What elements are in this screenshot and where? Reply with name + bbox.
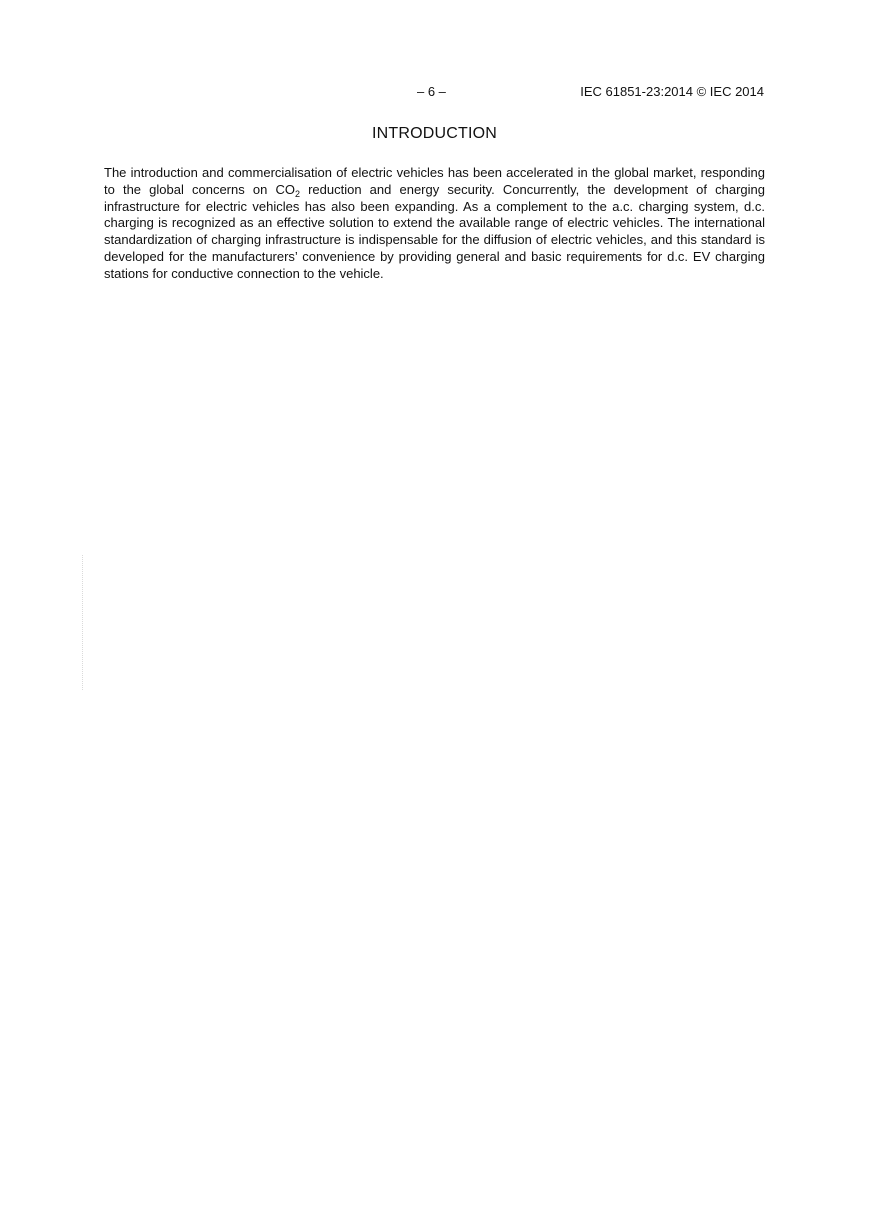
introduction-content (104, 165, 765, 283)
co2-subscript: 2 (294, 188, 300, 199)
co2-base: CO (275, 181, 295, 197)
co2-formula (275, 182, 300, 197)
introduction-text-before-co2: The introduction and commercialisation of electric vehicles has been accelerated in the global market, responding to the global concerns on (104, 165, 765, 197)
standard-reference: IEC 61851-23:2014 © IEC 2014 (580, 84, 764, 99)
page-number: – 6 – (417, 84, 446, 99)
section-title: INTRODUCTION (371, 125, 498, 142)
margin-mark (82, 555, 84, 690)
introduction-paragraph (104, 165, 765, 283)
introduction-text-after-co2: reduction and energy security. Concurrently, the development of charging infrastructure for electric vehicles has also been expanding. As a complement to the a.c. charging system, d.c. charging is recognized as an effective solution to extend the available range of electric vehicles. The international standardization of charging infrastructure is indispensable for the diffusion of electric vehicles, and this standard is developed for the manufacturers’ convenience by providing general and basic requirements for d.c. EV charging stations for conductive connection to the vehicle. (104, 181, 765, 281)
page-header (0, 82, 869, 102)
